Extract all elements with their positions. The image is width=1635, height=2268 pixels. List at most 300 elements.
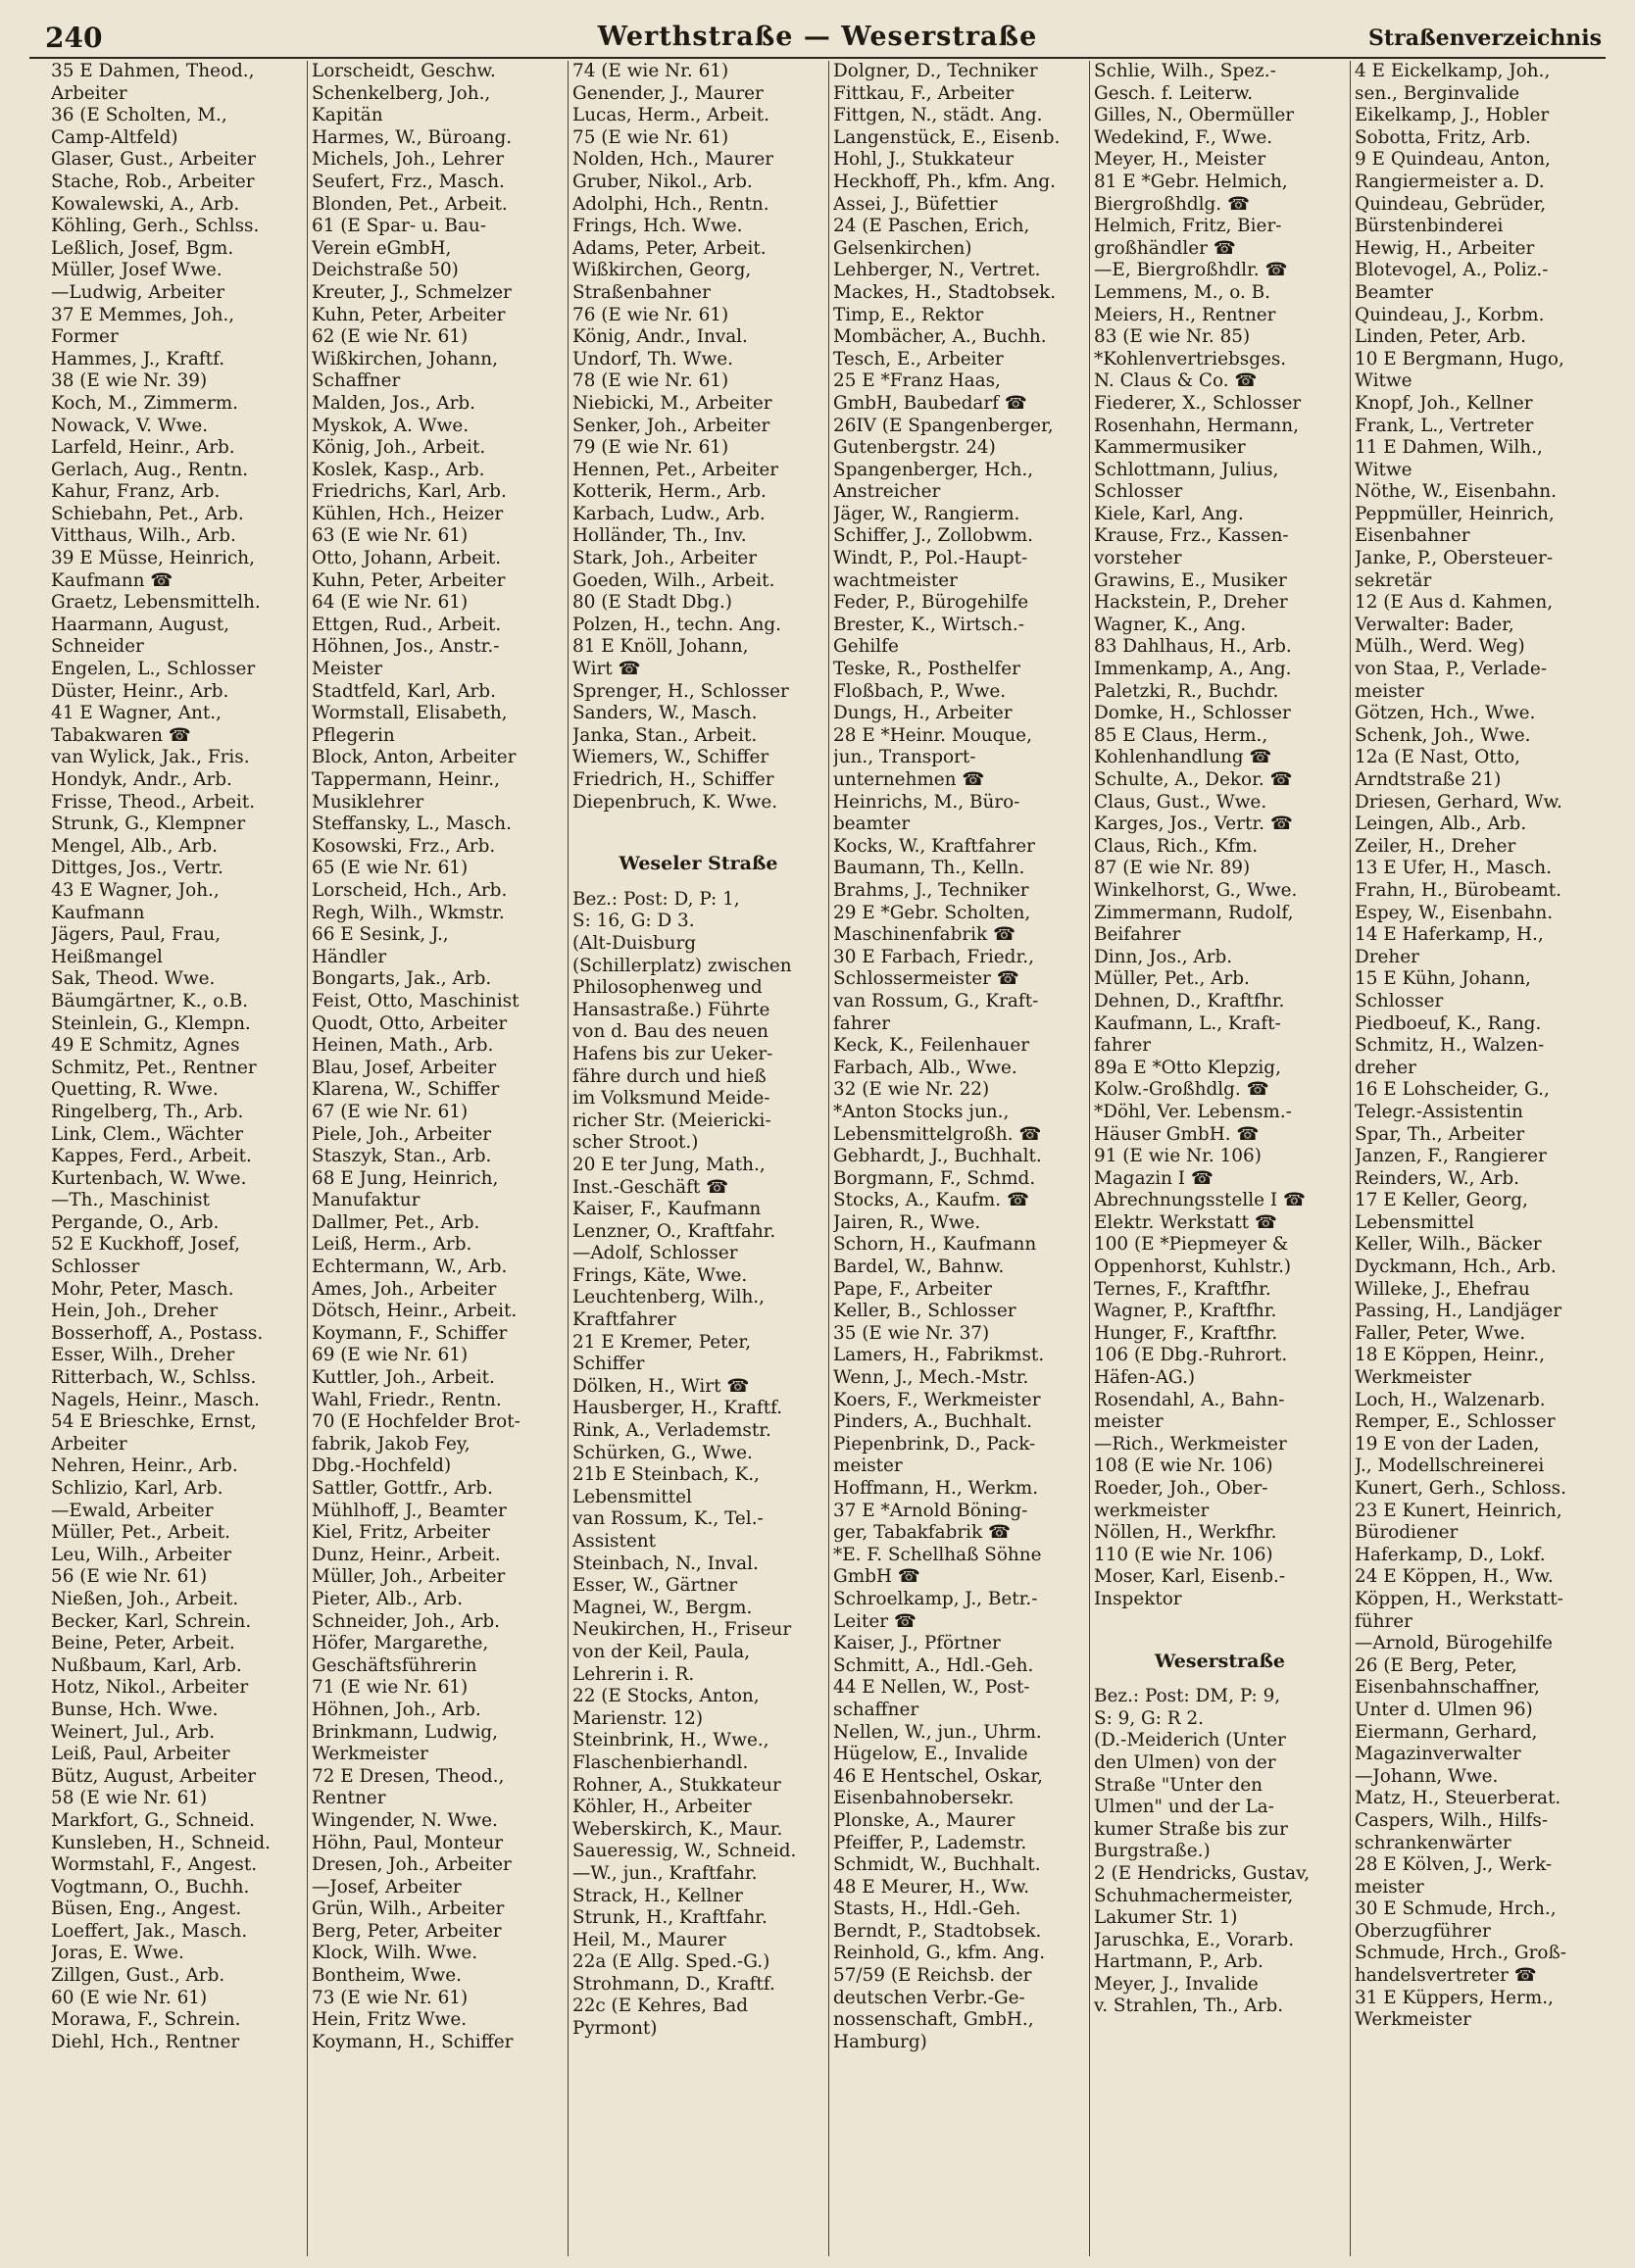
directory-entry-line: Gesch. f. Leiterw. xyxy=(1094,82,1254,104)
directory-entry-line: Nießen, Joh., Arbeit. xyxy=(51,1588,239,1609)
directory-entry-line: Weinert, Jul., Arb. xyxy=(51,1721,216,1743)
directory-entry-line: Esser, Wilh., Dreher xyxy=(51,1345,235,1366)
directory-entry-line: Diepenbruch, K. Wwe. xyxy=(572,791,778,813)
directory-entry-line: Straßenbahner xyxy=(572,281,711,303)
directory-entry-line: Meiers, H., Rentner xyxy=(1094,304,1276,325)
directory-entry-line: Karbach, Ludw., Arb. xyxy=(572,503,766,524)
directory-entry-line: meister xyxy=(833,1455,903,1477)
directory-entry-line: meister xyxy=(1355,1876,1424,1898)
directory-entry-line: Nußbaum, Karl, Arb. xyxy=(51,1654,242,1676)
directory-entry-line: Piele, Joh., Arbeiter xyxy=(312,1123,492,1145)
directory-entry-line: Wagner, P., Kraftfhr. xyxy=(1094,1301,1277,1322)
directory-entry-line: —Ewald, Arbeiter xyxy=(51,1500,214,1521)
directory-entry-line: Sak, Theod. Wwe. xyxy=(51,968,216,990)
directory-entry-line: 24 (E Paschen, Erich, xyxy=(833,216,1030,237)
directory-entry-line: Friedrich, H., Schiffer xyxy=(572,769,774,790)
directory-entry-line: Kuhn, Peter, Arbeiter xyxy=(312,304,506,325)
directory-entry-line: Ternes, F., Kraftfhr. xyxy=(1094,1278,1271,1300)
directory-entry-line: Höfer, Margarethe, xyxy=(312,1633,489,1654)
directory-entry-line: Strack, H., Kellner xyxy=(572,1885,743,1906)
directory-entry-line: Wedekind, F., Wwe. xyxy=(1094,126,1273,148)
directory-entry-line: Lehrerin i. R. xyxy=(572,1663,695,1685)
directory-entry-line: Piedboeuf, K., Rang. xyxy=(1355,1012,1542,1034)
directory-entry-line: Wenn, J., Mech.-Mstr. xyxy=(833,1367,1029,1389)
directory-entry-line: Fittgen, N., städt. Ang. xyxy=(833,105,1043,126)
directory-entry-line: Höhnen, Joh., Arb. xyxy=(312,1699,481,1720)
directory-entry-line: 22a (E Allg. Sped.-G.) xyxy=(572,1951,770,1973)
directory-entry-line: Otto, Johann, Arbeit. xyxy=(312,548,502,569)
directory-entry-line: Camp-Altfeld) xyxy=(51,126,178,148)
directory-entry-line: König, Joh., Arbeit. xyxy=(312,437,486,459)
directory-entry-line: *E. F. Schellhaß Söhne xyxy=(833,1544,1042,1565)
directory-entry-line: Spar, Th., Arbeiter xyxy=(1355,1123,1525,1145)
directory-entry-line: Kiele, Karl, Ang. xyxy=(1094,503,1244,524)
directory-entry-line: Windt, P., Pol.-Haupt- xyxy=(833,548,1028,569)
directory-entry-line: Kammermusiker xyxy=(1094,437,1246,459)
directory-column-4 xyxy=(829,61,1090,2256)
directory-entry-line: Bäumgärtner, K., o.B. xyxy=(51,990,249,1011)
directory-entry-line: 9 E Quindeau, Anton, xyxy=(1355,149,1551,171)
directory-entry-line: Hewig, H., Arbeiter xyxy=(1355,237,1535,259)
directory-entry-line: Kosowski, Frz., Arb. xyxy=(312,835,496,857)
directory-entry-line: Pflegerin xyxy=(312,724,395,746)
directory-entry-line: 35 (E wie Nr. 37) xyxy=(833,1322,990,1344)
directory-entry-line: Vitthaus, Wilh., Arb. xyxy=(51,525,236,547)
directory-entry-line: Rink, A., Verlademstr. xyxy=(572,1420,771,1442)
directory-entry-line: Schmidt, W., Buchhalt. xyxy=(833,1854,1041,1876)
directory-entry-line: 108 (E wie Nr. 106) xyxy=(1094,1455,1273,1477)
directory-entry-line: 22 (E Stocks, Anton, xyxy=(572,1686,760,1707)
directory-entry-line: 63 (E wie Nr. 61) xyxy=(312,525,469,547)
page-header xyxy=(29,18,1606,59)
directory-entry-line: Glaser, Gust., Arbeiter xyxy=(51,149,256,171)
directory-entry-line: Schaffner xyxy=(312,370,401,392)
directory-entry-line: Assistent xyxy=(572,1531,656,1552)
directory-entry-line: Köhling, Gerh., Schlss. xyxy=(51,216,260,237)
directory-entry-line: Wagner, K., Ang. xyxy=(1094,614,1247,635)
directory-entry-line: Farbach, Alb., Wwe. xyxy=(833,1057,1017,1078)
directory-entry-line: 81 E Knöll, Johann, xyxy=(572,636,749,658)
directory-entry-line: Morawa, F., Schrein. xyxy=(51,2009,241,2031)
directory-entry-line: Loeffert, Jak., Masch. xyxy=(51,1920,248,1942)
directory-entry-line: Blonden, Pet., Arbeit. xyxy=(312,193,508,215)
directory-entry-line: Mühlhoff, J., Beamter xyxy=(312,1500,507,1521)
directory-entry-line: Arndtstraße 21) xyxy=(1355,769,1502,790)
directory-entry-line: Gebhardt, J., Buchhalt. xyxy=(833,1146,1042,1167)
directory-entry-line: Haarmann, August, xyxy=(51,614,229,635)
directory-entry-line: Hügelow, E., Invalide xyxy=(833,1744,1028,1765)
directory-entry-line: —Th., Maschinist xyxy=(51,1190,210,1211)
directory-entry-line: Engelen, L., Schlosser xyxy=(51,659,256,680)
directory-entry-line: 36 (E Scholten, M., xyxy=(51,105,227,126)
directory-entry-line: Hein, Joh., Dreher xyxy=(51,1301,219,1322)
directory-entry-line: Faller, Peter, Wwe. xyxy=(1355,1322,1526,1344)
directory-entry-line: 57/59 (E Reichsb. der xyxy=(833,1965,1032,1987)
directory-entry-line: 83 (E wie Nr. 85) xyxy=(1094,326,1251,348)
directory-entry-line: Koch, M., Zimmerm. xyxy=(51,392,239,414)
directory-entry-line: 29 E *Gebr. Scholten, xyxy=(833,902,1031,923)
directory-entry-line: Schiffer, J., Zollobwm. xyxy=(833,525,1034,547)
directory-entry-line: Keller, B., Schlosser xyxy=(833,1301,1016,1322)
directory-entry-line: —Josef, Arbeiter xyxy=(312,1876,462,1898)
directory-entry-line: 89a E *Otto Klepzig, xyxy=(1094,1057,1281,1078)
directory-entry-line: Lebensmittel xyxy=(572,1486,692,1507)
directory-entry-line: Rangiermeister a. D. xyxy=(1355,171,1545,192)
directory-entry-line: *Döhl, Ver. Lebensm.- xyxy=(1094,1101,1292,1122)
directory-entry-line: Heinrichs, M., Büro- xyxy=(833,791,1020,813)
directory-entry-line: Ames, Joh., Arbeiter xyxy=(312,1278,497,1300)
directory-entry-line: Kreuter, J., Schmelzer xyxy=(312,281,512,303)
directory-entry-line: Wormstahl, F., Angest. xyxy=(51,1854,258,1876)
directory-entry-line: 62 (E wie Nr. 61) xyxy=(312,326,469,348)
directory-entry-line: Hammes, J., Kraftf. xyxy=(51,348,225,370)
directory-entry-line: Nolden, Hch., Maurer xyxy=(572,149,774,171)
directory-entry-line: Koymann, H., Schiffer xyxy=(312,2031,514,2052)
directory-entry-line: Werkmeister xyxy=(312,1744,428,1765)
directory-entry-line: Stasts, H., Hdl.-Geh. xyxy=(833,1898,1021,1920)
directory-entry-line: Müller, Pet., Arb. xyxy=(1094,968,1250,990)
directory-entry-line: Flaschenbierhandl. xyxy=(572,1751,749,1773)
directory-entry-line: Larfeld, Heinr., Arb. xyxy=(51,437,235,459)
directory-entry-line: Dunz, Heinr., Arbeit. xyxy=(312,1544,501,1565)
directory-entry-line: Sanders, W., Masch. xyxy=(572,703,758,724)
directory-entry-line: Baumann, Th., Kelln. xyxy=(833,858,1025,879)
directory-entry-line: Neukirchen, H., Friseur xyxy=(572,1619,792,1641)
directory-entry-line: 12a (E Nast, Otto, xyxy=(1355,747,1521,768)
directory-entry-line: Helmich, Fritz, Bier- xyxy=(1094,216,1282,237)
directory-entry-line: Kuttler, Joh., Arbeit. xyxy=(312,1367,495,1389)
directory-entry-line: Hafens bis zur Ueker- xyxy=(572,1043,773,1064)
directory-entry-line: Caspers, Wilh., Hilfs- xyxy=(1355,1809,1549,1831)
directory-entry-line: 69 (E wie Nr. 61) xyxy=(312,1345,469,1366)
directory-entry-line: Schenk, Joh., Wwe. xyxy=(1355,724,1531,746)
directory-entry-line: Lenzner, O., Kraftfahr. xyxy=(572,1220,776,1242)
directory-entry-line: Leßlich, Josef, Bgm. xyxy=(51,237,234,259)
directory-entry-line: Markfort, G., Schneid. xyxy=(51,1809,256,1831)
directory-entry-line: N. Claus & Co. ☎ xyxy=(1094,370,1258,392)
directory-entry-line: Kaufmann ☎ xyxy=(51,569,173,591)
directory-entry-line: Götzen, Hch., Wwe. xyxy=(1355,703,1536,724)
directory-entry-line: Frahn, H., Bürobeamt. xyxy=(1355,879,1561,901)
directory-entry-line: Feder, P., Bürogehilfe xyxy=(833,592,1029,614)
directory-entry-line: Myskok, A. Wwe. xyxy=(312,415,470,436)
directory-entry-line: Schlossermeister ☎ xyxy=(833,968,1019,990)
directory-entry-line: Ritterbach, W., Schlss. xyxy=(51,1367,257,1389)
directory-entry-line: Telegr.-Assistentin xyxy=(1355,1101,1523,1122)
directory-entry-line: —Adolf, Schlosser xyxy=(572,1243,738,1264)
directory-entry-line: Gelsenkirchen) xyxy=(833,237,972,259)
directory-entry-line: 54 E Brieschke, Ernst, xyxy=(51,1411,257,1433)
directory-entry-line: jun., Transport- xyxy=(833,747,976,768)
directory-column-3 xyxy=(569,61,829,2256)
directory-entry-line: Linden, Peter, Arb. xyxy=(1355,326,1526,348)
directory-entry-line: Immenkamp, A., Ang. xyxy=(1094,659,1292,680)
directory-entry-line: Floßbach, P., Wwe. xyxy=(833,680,1007,702)
directory-entry-line: S: 16, G: D 3. xyxy=(572,911,695,932)
directory-entry-line: Zillgen, Gust., Arb. xyxy=(51,1965,225,1987)
directory-entry-line: Eiermann, Gerhard, xyxy=(1355,1721,1538,1743)
directory-column-1 xyxy=(47,61,308,2256)
directory-entry-line: (Schillerplatz) zwischen xyxy=(572,955,792,976)
directory-entry-line: Rohner, A., Stukkateur xyxy=(572,1774,781,1796)
directory-entry-line: 26IV (E Spangenberger, xyxy=(833,415,1054,436)
directory-entry-line: Adams, Peter, Arbeit. xyxy=(572,237,767,259)
directory-entry-line: Werkmeister xyxy=(1355,2009,1471,2031)
directory-entry-line: Schenkelberg, Joh., xyxy=(312,82,491,104)
directory-entry-line: von Staa, P., Verlade- xyxy=(1355,659,1547,680)
directory-entry-line: —Arnold, Bürogehilfe xyxy=(1355,1633,1553,1654)
directory-entry-line: Leingen, Alb., Arb. xyxy=(1355,814,1527,835)
directory-entry-line: Remper, E., Schlosser xyxy=(1355,1411,1556,1433)
directory-entry-line: Nellen, W., jun., Uhrm. xyxy=(833,1721,1042,1743)
directory-entry-line: nossenschaft, GmbH., xyxy=(833,2009,1034,2031)
directory-entry-line: Hansastraße.) Führte xyxy=(572,999,770,1020)
directory-entry-line: Meyer, H., Meister xyxy=(1094,149,1266,171)
directory-entry-line: Gutenbergstr. 24) xyxy=(833,437,996,459)
directory-entry-line: Lemmens, M., o. B. xyxy=(1094,281,1270,303)
directory-entry-line: Dallmer, Pet., Arb. xyxy=(312,1211,480,1233)
directory-entry-line: Quodt, Otto, Arbeiter xyxy=(312,1012,508,1034)
directory-entry-line: Bardel, W., Bahnw. xyxy=(833,1257,1005,1278)
directory-entry-line: Pieter, Alb., Arb. xyxy=(312,1588,464,1609)
directory-entry-line: Inst.-Geschäft ☎ xyxy=(572,1176,729,1198)
directory-entry-line: Dehnen, D., Kraftfhr. xyxy=(1094,990,1285,1011)
directory-entry-line: Mackes, H., Stadtobsek. xyxy=(833,281,1057,303)
directory-entry-line: fahrer xyxy=(833,1012,891,1034)
directory-entry-line: Quindeau, J., Korbm. xyxy=(1355,304,1545,325)
section-title: Straßenverzeichnis xyxy=(1368,25,1602,51)
directory-entry-line: Hondyk, Andr., Arb. xyxy=(51,769,232,790)
directory-entry-line: Lorscheidt, Geschw. xyxy=(312,61,496,81)
directory-entry-line: Pfeiffer, P., Lademstr. xyxy=(833,1832,1027,1853)
directory-entry-line: Schneider xyxy=(51,636,144,658)
directory-entry-line: Mohr, Peter, Masch. xyxy=(51,1278,234,1300)
directory-entry-line: Quindeau, Gebrüder, xyxy=(1355,193,1547,215)
directory-entry-line: Büsen, Eng., Angest. xyxy=(51,1898,242,1920)
directory-entry-line: 11 E Dahmen, Wilh., xyxy=(1355,437,1543,459)
page-number: 240 xyxy=(45,22,103,54)
directory-entry-line: 110 (E wie Nr. 106) xyxy=(1094,1544,1273,1565)
directory-entry-line: GmbH, Baubedarf ☎ xyxy=(833,392,1027,414)
directory-entry-line: Schlottmann, Julius, xyxy=(1094,459,1279,480)
directory-entry-line: Kapitän xyxy=(312,105,383,126)
directory-entry-line: 67 (E wie Nr. 61) xyxy=(312,1101,469,1122)
directory-entry-line: Claus, Rich., Kfm. xyxy=(1094,835,1259,857)
directory-entry-line: 19 E von der Laden, xyxy=(1355,1433,1540,1454)
directory-entry-line: Seufert, Frz., Masch. xyxy=(312,171,505,192)
directory-entry-line: 28 E *Heinr. Mouque, xyxy=(833,724,1032,746)
directory-entry-line: Reinhold, G., kfm. Ang. xyxy=(833,1943,1046,1964)
directory-entry-line: 14 E Haferkamp, H., xyxy=(1355,924,1544,946)
directory-entry-line: 2 (E Hendricks, Gustav, xyxy=(1094,1862,1311,1884)
directory-entry-line: Müller, Pet., Arbeit. xyxy=(51,1522,230,1544)
directory-entry-line: Wißkirchen, Georg, xyxy=(572,260,752,281)
directory-entry-line: *Anton Stocks jun., xyxy=(833,1101,1010,1122)
directory-entry-line: wachtmeister xyxy=(833,569,958,591)
directory-entry-line: führer xyxy=(1355,1610,1412,1632)
directory-entry-line: Verwalter: Bader, xyxy=(1355,614,1514,635)
directory-entry-line: Kaufmann xyxy=(51,902,145,923)
directory-entry-line: Gruber, Nikol., Arb. xyxy=(572,171,753,192)
directory-entry-line: 26 (E Berg, Peter, xyxy=(1355,1654,1517,1676)
directory-entry-line: im Volksmund Meide- xyxy=(572,1088,770,1109)
directory-entry-line: Unter d. Ulmen 96) xyxy=(1355,1699,1533,1720)
directory-entry-line: S: 9, G: R 2. xyxy=(1094,1707,1205,1729)
directory-entry-line: Janka, Stan., Arbeit. xyxy=(572,724,758,746)
directory-entry-line: Berg, Peter, Arbeiter xyxy=(312,1920,502,1942)
directory-entry-line: Hamburg) xyxy=(833,2031,927,2052)
directory-entry-line: Steffansky, L., Masch. xyxy=(312,814,512,835)
directory-entry-line: Dresen, Joh., Arbeiter xyxy=(312,1854,512,1876)
directory-entry-line: Steinbach, N., Inval. xyxy=(572,1553,759,1574)
directory-entry-line: beamter xyxy=(833,814,911,835)
directory-entry-line: Bosserhoff, A., Postass. xyxy=(51,1322,264,1344)
directory-entry-line: 4 E Eickelkamp, Joh., xyxy=(1355,61,1551,81)
directory-entry-line: Senker, Joh., Arbeiter xyxy=(572,415,770,436)
directory-entry-line: Schlie, Wilh., Spez.- xyxy=(1094,61,1276,81)
directory-entry-line: Dungs, H., Arbeiter xyxy=(833,703,1013,724)
directory-entry-line: Häuser GmbH. ☎ xyxy=(1094,1123,1260,1145)
directory-entry-line: Brester, K., Wirtsch.- xyxy=(833,614,1024,635)
directory-entry-line: Piepenbrink, D., Pack- xyxy=(833,1433,1036,1454)
directory-entry-line: Matz, H., Steuerberat. xyxy=(1355,1788,1561,1809)
directory-entry-line: Driesen, Gerhard, Ww. xyxy=(1355,791,1562,813)
directory-entry-line: Leiß, Herm., Arb. xyxy=(312,1234,472,1256)
directory-entry-line: scher Stroot.) xyxy=(572,1132,699,1154)
directory-entry-line: den Ulmen) von der xyxy=(1094,1751,1276,1773)
directory-entry-line: Hausberger, H., Kraftf. xyxy=(572,1398,783,1419)
directory-entry-line: Mengel, Alb., Arb. xyxy=(51,835,218,857)
directory-entry-line: sen., Berginvalide xyxy=(1355,82,1520,104)
directory-entry-line: 80 (E Stadt Dbg.) xyxy=(572,592,732,614)
directory-entry-line: Goeden, Wilh., Arbeit. xyxy=(572,569,775,591)
directory-entry-line: 12 (E Aus d. Kahmen, xyxy=(1355,592,1554,614)
directory-entry-line: Deichstraße 50) xyxy=(312,260,459,281)
directory-entry-line: Genender, J., Maurer xyxy=(572,82,764,104)
directory-entry-line: Dötsch, Heinr., Arbeit. xyxy=(312,1301,518,1322)
directory-entry-line: Bütz, August, Arbeiter xyxy=(51,1765,257,1787)
directory-entry-line: Stadtfeld, Karl, Arb. xyxy=(312,680,496,702)
directory-entry-line: Rosenhahn, Hermann, xyxy=(1094,415,1299,436)
directory-entry-line: Polzen, H., techn. Ang. xyxy=(572,614,781,635)
directory-entry-line: von d. Bau des neuen xyxy=(572,1021,769,1043)
directory-entry-line: Pergande, O., Arb. xyxy=(51,1211,220,1233)
street-heading: Weseler Straße xyxy=(619,853,778,875)
directory-entry-line: Feist, Otto, Maschinist xyxy=(312,990,520,1011)
directory-entry-line: Schroelkamp, J., Betr.- xyxy=(833,1588,1038,1609)
directory-entry-line: 91 (E wie Nr. 106) xyxy=(1094,1146,1262,1167)
directory-entry-line: Regh, Wilh., Wkmstr. xyxy=(312,902,505,923)
directory-entry-line: Loch, H., Walzenarb. xyxy=(1355,1389,1546,1410)
directory-entry-line: Hotz, Nikol., Arbeiter xyxy=(51,1677,249,1699)
directory-entry-line: Diehl, Hch., Rentner xyxy=(51,2031,240,2052)
directory-entry-line: Inspektor xyxy=(1094,1588,1182,1609)
directory-entry-line: Musiklehrer xyxy=(312,791,424,813)
directory-entry-line: sekretär xyxy=(1355,569,1432,591)
directory-entry-line: Müller, Joh., Arbeiter xyxy=(312,1566,506,1588)
directory-entry-line: (D.-Meiderich (Unter xyxy=(1094,1730,1286,1751)
directory-entry-line: Eisenbahnobersekr. xyxy=(833,1788,1015,1809)
directory-entry-line: Reinders, W., Arb. xyxy=(1355,1167,1519,1189)
directory-entry-line: Beifahrer xyxy=(1094,924,1181,946)
directory-entry-line: Pinders, A., Buchhalt. xyxy=(833,1411,1032,1433)
directory-entry-line: Koymann, F., Schiffer xyxy=(312,1322,508,1344)
directory-entry-line: Wormstall, Elisabeth, xyxy=(312,703,508,724)
directory-entry-line: Lorscheid, Hch., Arb. xyxy=(312,879,508,901)
directory-entry-line: Stocks, A., Kaufm. ☎ xyxy=(833,1190,1029,1211)
directory-entry-line: 52 E Kuckhoff, Josef, xyxy=(51,1234,240,1256)
directory-entry-line: Teske, R., Posthelfer xyxy=(833,659,1020,680)
directory-entry-line: Stache, Rob., Arbeiter xyxy=(51,171,255,192)
directory-entry-line: Frisse, Theod., Arbeit. xyxy=(51,791,256,813)
directory-entry-line: 23 E Kunert, Heinrich, xyxy=(1355,1500,1562,1521)
directory-entry-line: Zimmermann, Rudolf, xyxy=(1094,902,1294,923)
directory-entry-line: van Rossum, G., Kraft- xyxy=(833,990,1039,1011)
directory-entry-line: Kunert, Gerh., Schloss. xyxy=(1355,1478,1566,1499)
directory-entry-line: Manufaktur xyxy=(312,1190,421,1211)
directory-entry-line: Oppenhorst, Kuhlstr.) xyxy=(1094,1257,1292,1278)
directory-entry-line: 24 E Köppen, H., Ww. xyxy=(1355,1566,1554,1588)
directory-entry-line: Schürken, G., Wwe. xyxy=(572,1442,753,1463)
directory-entry-line: Meyer, J., Invalide xyxy=(1094,1973,1259,1995)
directory-entry-line: Koers, F., Werkmeister xyxy=(833,1389,1041,1410)
directory-entry-line: 39 E Müsse, Heinrich, xyxy=(51,548,255,569)
directory-entry-line: Peppmüller, Heinrich, xyxy=(1355,503,1555,524)
directory-entry-line: Krause, Frz., Kassen- xyxy=(1094,525,1289,547)
directory-entry-line: Kolw.-Großhdlg. ☎ xyxy=(1094,1079,1269,1101)
directory-entry-line: Former xyxy=(51,326,119,348)
directory-entry-line: Häfen-AG.) xyxy=(1094,1367,1196,1389)
directory-entry-line: Schmitz, Pet., Rentner xyxy=(51,1057,257,1078)
directory-entry-line: Bez.: Post: DM, P: 9, xyxy=(1094,1686,1281,1707)
directory-entry-line: Schorn, H., Kaufmann xyxy=(833,1234,1037,1256)
directory-entry-line: 66 E Sesink, J., xyxy=(312,924,449,946)
directory-entry-line: 64 (E wie Nr. 61) xyxy=(312,592,469,614)
directory-entry-line: Brahms, J., Techniker xyxy=(833,879,1029,901)
directory-entry-line: 32 (E wie Nr. 22) xyxy=(833,1079,990,1101)
directory-entry-line: Leu, Wilh., Arbeiter xyxy=(51,1544,232,1565)
directory-entry-line: Bongarts, Jak., Arb. xyxy=(312,968,492,990)
directory-entry-line: 61 (E Spar- u. Bau- xyxy=(312,216,486,237)
directory-entry-line: Schmitt, A., Hdl.-Geh. xyxy=(833,1654,1034,1676)
directory-entry-line: 25 E *Franz Haas, xyxy=(833,370,1001,392)
directory-entry-line: Quetting, R. Wwe. xyxy=(51,1079,219,1101)
directory-entry-line: Gehilfe xyxy=(833,636,899,658)
directory-entry-line: 15 E Kühn, Johann, xyxy=(1355,968,1531,990)
directory-entry-line: Kocks, W., Kraftfahrer xyxy=(833,835,1035,857)
directory-entry-line: Wirt ☎ xyxy=(572,659,641,680)
directory-entry-line: Hein, Fritz Wwe. xyxy=(312,2009,468,2031)
directory-entry-line: Michels, Joh., Lehrer xyxy=(312,149,504,171)
directory-entry-line: —Rich., Werkmeister xyxy=(1094,1433,1287,1454)
directory-entry-line: Witwe xyxy=(1355,459,1412,480)
directory-entry-line: Köppen, H., Werkstatt- xyxy=(1355,1588,1563,1609)
directory-entry-line: 85 E Claus, Herm., xyxy=(1094,724,1268,746)
directory-entry-line: 78 (E wie Nr. 61) xyxy=(572,370,729,392)
directory-entry-line: Kotterik, Herm., Arb. xyxy=(572,481,767,503)
directory-entry-line: 70 (E Hochfelder Brot- xyxy=(312,1411,520,1433)
directory-entry-line: Grün, Wilh., Arbeiter xyxy=(312,1898,505,1920)
directory-entry-line: Blotevogel, A., Poliz.- xyxy=(1355,260,1549,281)
directory-entry-line: Keck, K., Feilenhauer xyxy=(833,1035,1029,1057)
directory-entry-line: Schmitz, H., Walzen- xyxy=(1355,1035,1545,1057)
directory-entry-line: Schuhmachermeister, xyxy=(1094,1885,1294,1906)
directory-entry-line: Händler xyxy=(312,946,387,967)
directory-entry-line: 43 E Wagner, Joh., xyxy=(51,879,220,901)
directory-entry-line: König, Andr., Inval. xyxy=(572,326,748,348)
directory-entry-line: Schiebahn, Pet., Arb. xyxy=(51,503,244,524)
directory-entry-line: Eikelkamp, J., Hobler xyxy=(1355,105,1550,126)
